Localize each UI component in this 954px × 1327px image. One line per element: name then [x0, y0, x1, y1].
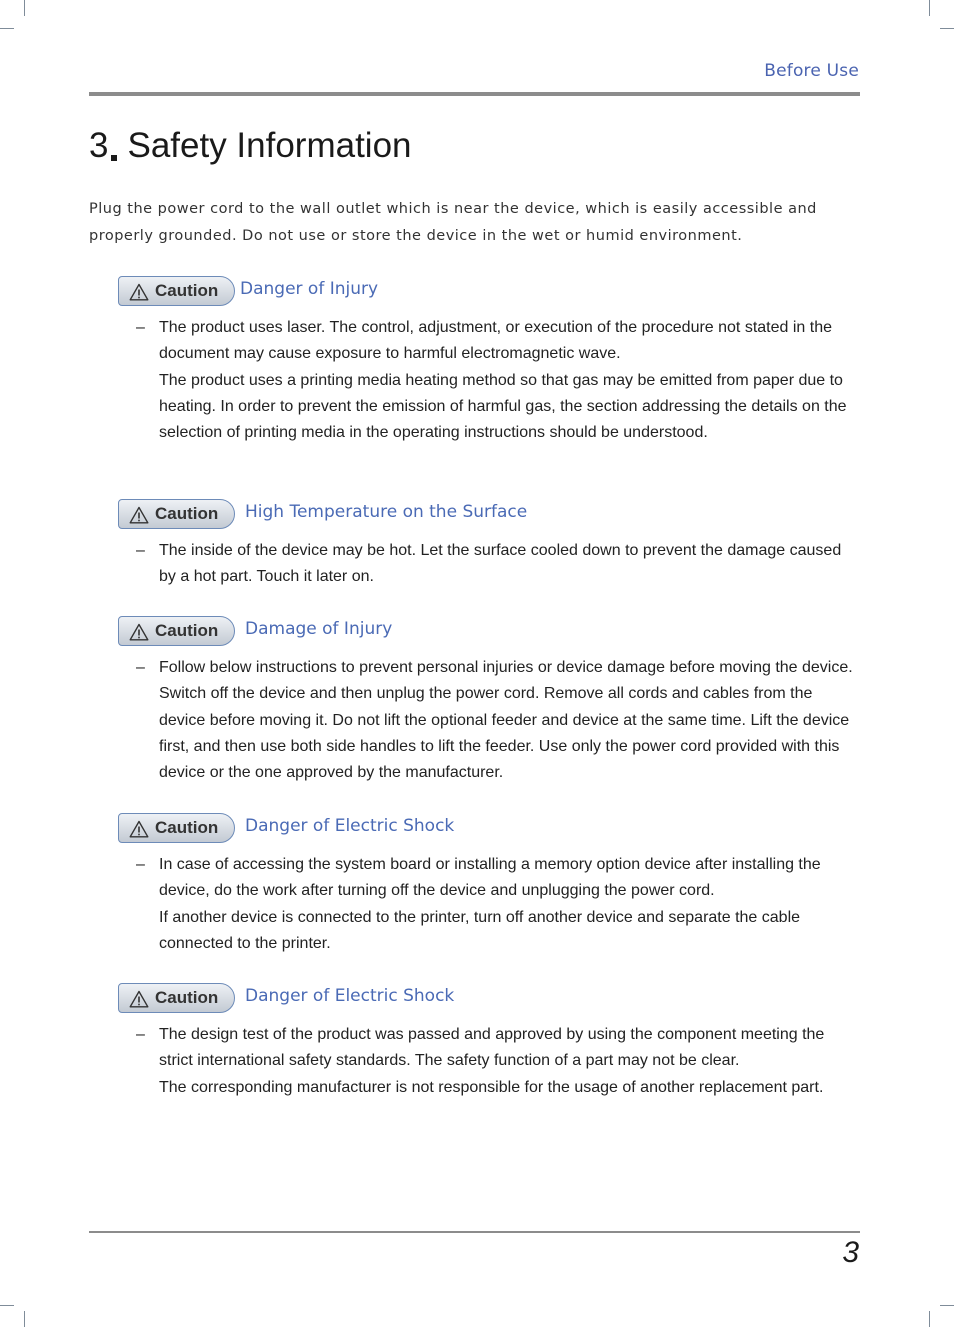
caution-header: [118, 616, 860, 646]
crop-mark: [0, 1305, 14, 1306]
caution-label: Caution: [155, 988, 219, 1007]
caution-section-electric-shock: [118, 813, 860, 957]
warning-triangle-icon: [129, 283, 149, 301]
intro-paragraph: Plug the power cord to the wall outlet which is near the device, which is easily accessible and properly grounded. Do not use or store the device in the wet or humid environment.: [89, 201, 817, 244]
caution-paragraph: The inside of the device may be hot. Let the surface cooled down to prevent the damage caused by a hot part. Touch it later on.: [159, 542, 842, 586]
crop-mark: [0, 28, 14, 29]
caution-badge: [118, 499, 235, 529]
title-dot: [111, 155, 117, 161]
caution-paragraph: In case of accessing the system board or installing a memory option device after installing the device, do the work after turning off the device and unplugging the power cord.: [159, 856, 821, 900]
caution-paragraph: The design test of the product was passed and approved by using the component meeting the strict international safety standards. The safety function of a part may not be clear.: [159, 1026, 825, 1070]
caution-title: Damage of Injury: [245, 619, 393, 639]
caution-title: High Temperature on the Surface: [245, 502, 528, 522]
caution-label: Caution: [155, 281, 219, 300]
caution-header: [118, 499, 860, 529]
caution-header: [118, 276, 860, 306]
caution-body: [118, 852, 860, 957]
bullet-dash: –: [136, 659, 145, 676]
running-header: Before Use: [764, 61, 859, 81]
crop-mark: [24, 1311, 25, 1327]
title-number: 3: [89, 126, 109, 165]
caution-header: [118, 813, 860, 843]
caution-header: [118, 983, 860, 1013]
caution-paragraph: Follow below instructions to prevent personal injuries or device damage before moving the device. Switch off the device and then unplug the power cord. Remove all cords and cables from the device before moving it. Do not lift the optional feeder and device at the same time. Lift the device first, and then use both side handles to lift the feeder. Use only the power cord provided with this device or the one approved by the manufacturer.: [159, 659, 853, 782]
warning-triangle-icon: [129, 990, 149, 1008]
caution-section-high-temperature: [118, 499, 860, 591]
crop-mark: [929, 1311, 930, 1327]
warning-triangle-icon: [129, 506, 149, 524]
caution-label: Caution: [155, 818, 219, 837]
caution-body: [118, 538, 860, 591]
caution-badge: [118, 813, 235, 843]
caution-paragraph: If another device is connected to the printer, turn off another device and separate the cable connected to the printer.: [159, 908, 801, 952]
warning-triangle-icon: [129, 623, 149, 641]
warning-triangle-icon: [129, 820, 149, 838]
caution-badge: [118, 616, 235, 646]
bullet-dash: –: [136, 856, 145, 873]
caution-section-electric-shock-parts: [118, 983, 860, 1101]
caution-label: Caution: [155, 621, 219, 640]
caution-paragraph: The product uses a printing media heating method so that gas may be emitted from paper due to heating. In order to prevent the emission of harmful gas, the section addressing the details on the selection of printing media in the operating instructions should be understood.: [159, 371, 847, 442]
crop-mark: [24, 0, 25, 16]
caution-body: [118, 655, 860, 786]
bullet-dash: –: [136, 319, 145, 336]
caution-paragraph: The product uses laser. The control, adjustment, or execution of the procedure not stated in the document may cause exposure to harmful electromagnetic wave.: [159, 319, 832, 363]
footer-rule: [89, 1231, 860, 1233]
bullet-dash: –: [136, 1026, 145, 1043]
caution-body: [118, 315, 860, 446]
caution-title: Danger of Electric Shock: [245, 986, 455, 1006]
caution-title: Danger of Electric Shock: [245, 816, 455, 836]
crop-mark: [940, 1305, 954, 1306]
caution-section-damage-of-injury: [118, 616, 860, 786]
caution-body: [118, 1022, 860, 1101]
page-title: [89, 126, 412, 166]
crop-mark: [940, 28, 954, 29]
crop-mark: [929, 0, 930, 16]
caution-title: Danger of Injury: [240, 279, 379, 299]
caution-label: Caution: [155, 504, 219, 523]
caution-paragraph: The corresponding manufacturer is not responsible for the usage of another replacement part.: [159, 1078, 824, 1096]
bullet-dash: –: [136, 542, 145, 559]
caution-badge: [118, 983, 235, 1013]
page-number: 3: [842, 1236, 859, 1269]
header-rule: [89, 92, 860, 96]
caution-badge: [118, 276, 235, 306]
title-text: Safety Information: [127, 126, 412, 165]
caution-section-injury: [118, 276, 860, 446]
